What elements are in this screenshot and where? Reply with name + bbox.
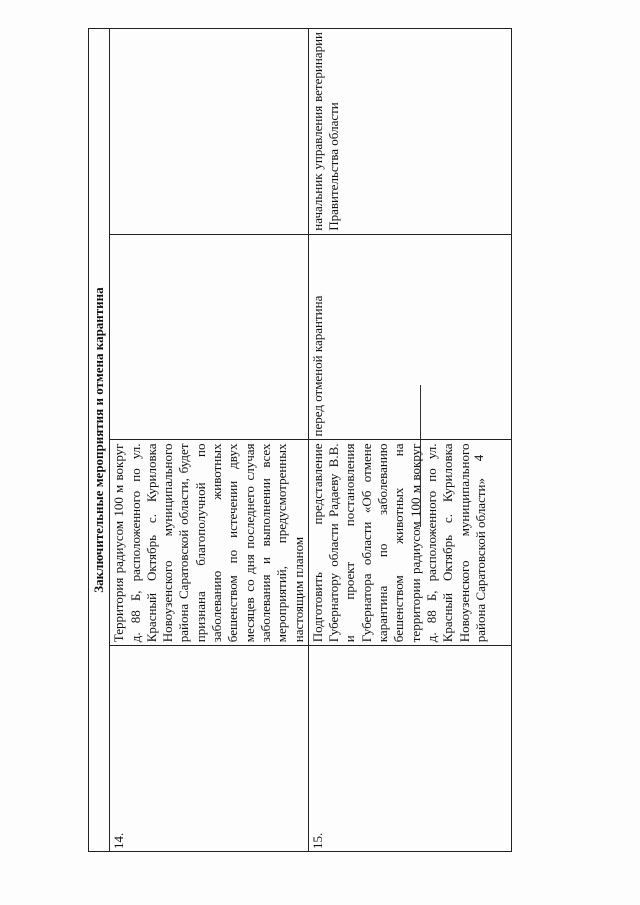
rotated-table-area bbox=[88, 28, 488, 852]
action-cell: Территория радиусом 100 м вокруг д. 88 Б, расположенного по ул. Красный Октябрь с. Куриловка Новоузенского муниципального района Саратовской области, будет признана благополучной по заболеванию животных бешенством по истечении двух месяцев со дня последнего случая заболевания и выполнении всех мероприятий, предусмотренных настоящим планом bbox=[110, 440, 309, 646]
plan-sheet bbox=[88, 28, 488, 852]
table-row bbox=[110, 29, 309, 852]
table-row bbox=[308, 29, 511, 852]
responsible-cell: начальник управления ветеринарии Правительства области bbox=[308, 29, 511, 235]
responsible-cell bbox=[110, 29, 309, 235]
term-cell bbox=[110, 234, 309, 440]
row-number: 14. bbox=[110, 646, 309, 852]
section-title: Заключительные мероприятия и отмена карантина bbox=[89, 29, 110, 852]
action-cell: Подготовить представление Губернатору области Радаеву В.В. и проект постановления Губернатора области «Об отмене карантина по заболеванию бешенством животных на территории радиусом 100 м вокруг д. 88 Б, расположенного по ул. Красный Октябрь с. Куриловка Новоузенского муниципального района Саратовской области» bbox=[308, 440, 511, 646]
term-cell: перед отменой карантина bbox=[308, 234, 511, 440]
page-number: 4 bbox=[471, 454, 486, 462]
row-number: 15. bbox=[308, 646, 511, 852]
plan-table bbox=[88, 28, 512, 852]
section-row bbox=[89, 29, 110, 852]
